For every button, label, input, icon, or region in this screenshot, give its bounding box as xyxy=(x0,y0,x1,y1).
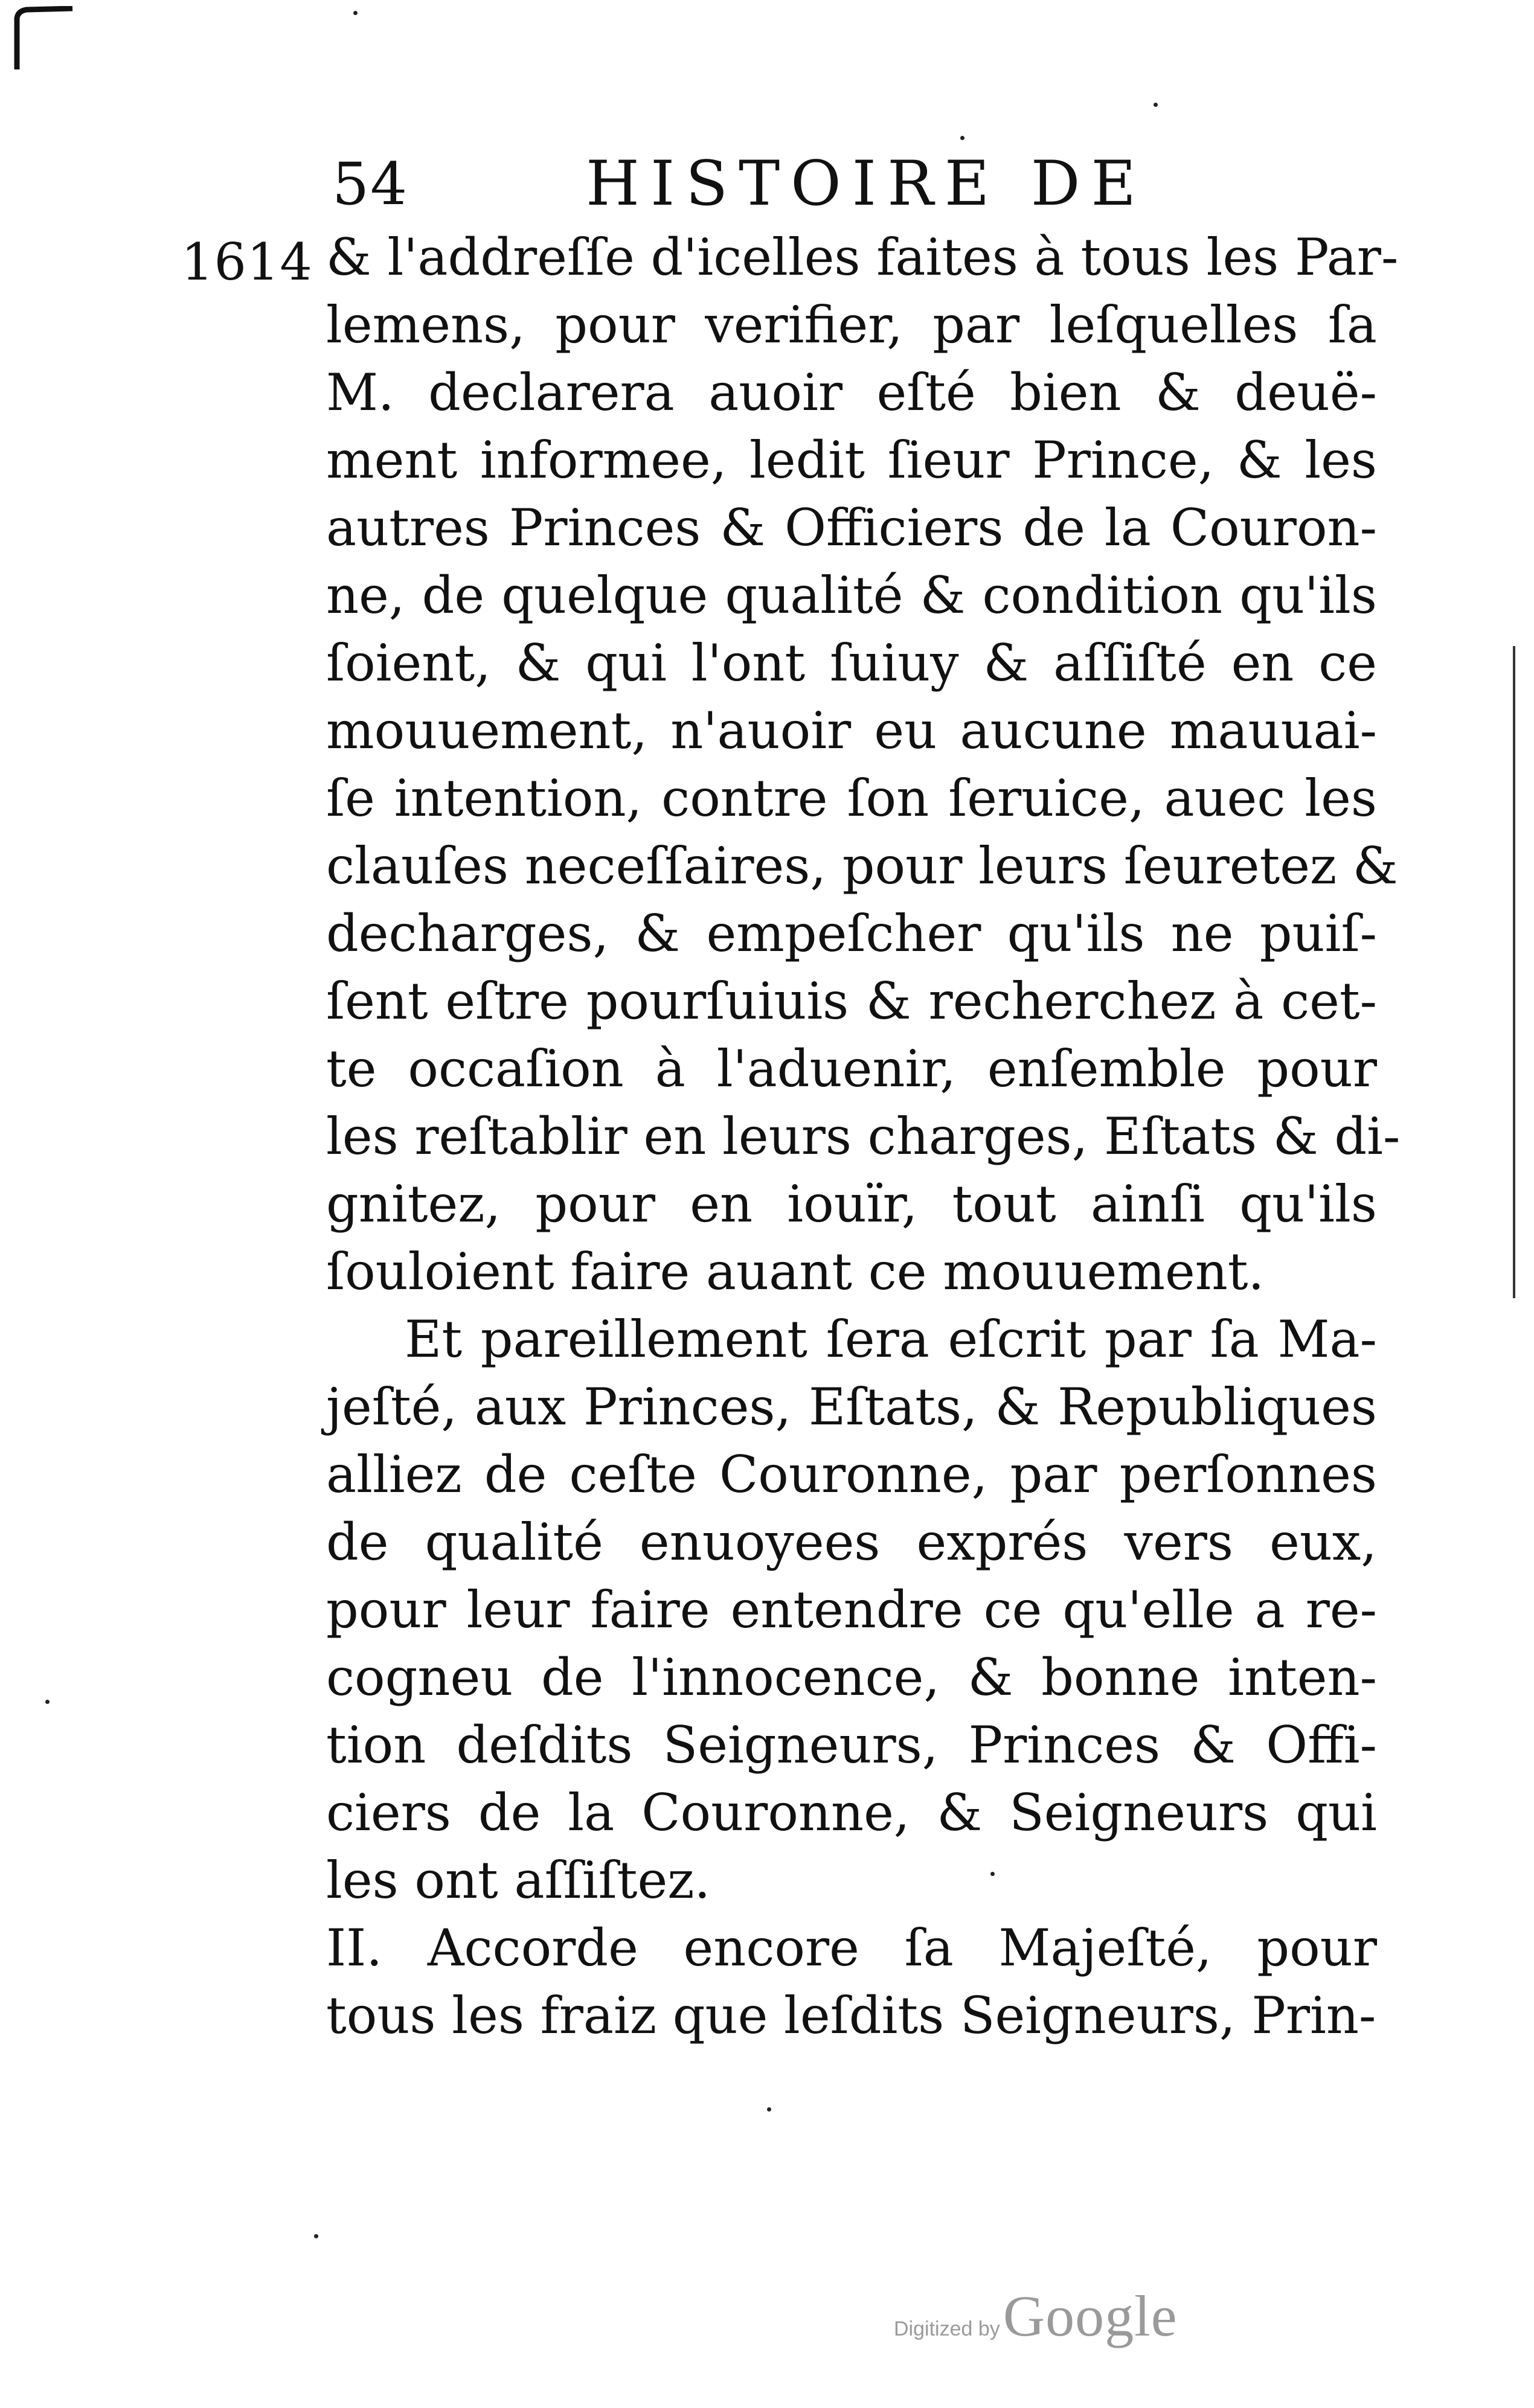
text-line: II. Accorde encore ſa Majeſté, pour xyxy=(326,1918,1377,1977)
text-line: ment informee, ledit ſieur Prince, & les xyxy=(326,431,1377,490)
speck xyxy=(990,1872,995,1876)
speck xyxy=(767,2107,771,2112)
text-line: pour leur faire entendre ce qu'elle a re- xyxy=(326,1580,1377,1639)
text-line: & l'addreſſe d'icelles faites à tous les Par- xyxy=(326,228,1399,287)
running-title: HISTOIRE DE xyxy=(586,148,1147,220)
text-line: Et pareillement ſera eſcrit par ſa Ma- xyxy=(405,1310,1377,1369)
text-line: ne, de quelque qualité & condition qu'ils xyxy=(326,566,1377,625)
text-line: autres Princes & Officiers de la Couron- xyxy=(326,498,1377,557)
text-line: tous les fraiz que leſdits Seigneurs, Prin- xyxy=(326,1986,1376,2045)
text-line: ſouloient faire auant ce mouuement. xyxy=(326,1242,1265,1301)
body-text xyxy=(326,223,1401,2049)
text-line: cogneu de l'innocence, & bonne inten- xyxy=(326,1648,1377,1707)
watermark-prefix: Digitized by xyxy=(894,2317,1000,2340)
text-line: alliez de ceſte Couronne, par perſonnes xyxy=(326,1445,1377,1504)
text-line: ciers de la Couronne, & Seigneurs qui xyxy=(326,1783,1377,1842)
text-line: jeſté, aux Princes, Eſtats, & Republiques xyxy=(326,1377,1377,1436)
text-line: te occaſion à l'aduenir, enſemble pour xyxy=(326,1039,1377,1098)
page-number: 54 xyxy=(332,150,409,218)
text-line: les ont aſſiſtez. xyxy=(326,1851,711,1910)
text-line: clauſes neceſſaires, pour leurs ſeuretez & xyxy=(326,836,1398,895)
watermark-brand: Google xyxy=(1003,2284,1178,2348)
speck xyxy=(960,136,964,140)
digitized-watermark xyxy=(894,2282,1232,2355)
text-line: ſoient, & qui l'ont ſuiuy & aſſiſté en ce xyxy=(326,633,1377,693)
speck xyxy=(45,1700,50,1704)
text-line: gnitez, pour en iouïr, tout ainſi qu'ils xyxy=(326,1174,1377,1234)
text-line: ſe intention, contre ſon ſeruice, auec les xyxy=(326,769,1377,828)
text-line: tion deſdits Seigneurs, Princes & Offi- xyxy=(326,1715,1377,1775)
speck xyxy=(1154,103,1158,107)
speck xyxy=(353,11,358,15)
page-header xyxy=(332,145,1214,223)
text-line: les reſtablir en leurs charges, Eſtats & di- xyxy=(326,1107,1401,1166)
text-line: lemens, pour verifier, par leſquelles ſa xyxy=(326,295,1377,354)
speck xyxy=(314,2234,318,2238)
margin-year-note: 1614 xyxy=(181,232,313,292)
text-line: M. declarera auoir eſté bien & deuë- xyxy=(326,363,1377,422)
text-line: decharges, & empeſcher qu'ils ne puiſ- xyxy=(326,904,1377,963)
text-line: ſent eſtre pourſuiuis & recherchez à cet- xyxy=(326,972,1377,1031)
text-line: mouuement, n'auoir eu aucune mauuai- xyxy=(326,701,1377,760)
text-line: de qualité enuoyees exprés vers eux, xyxy=(326,1513,1377,1572)
corner-scan-mark xyxy=(12,6,79,72)
page-edge-rule xyxy=(1513,646,1515,1298)
